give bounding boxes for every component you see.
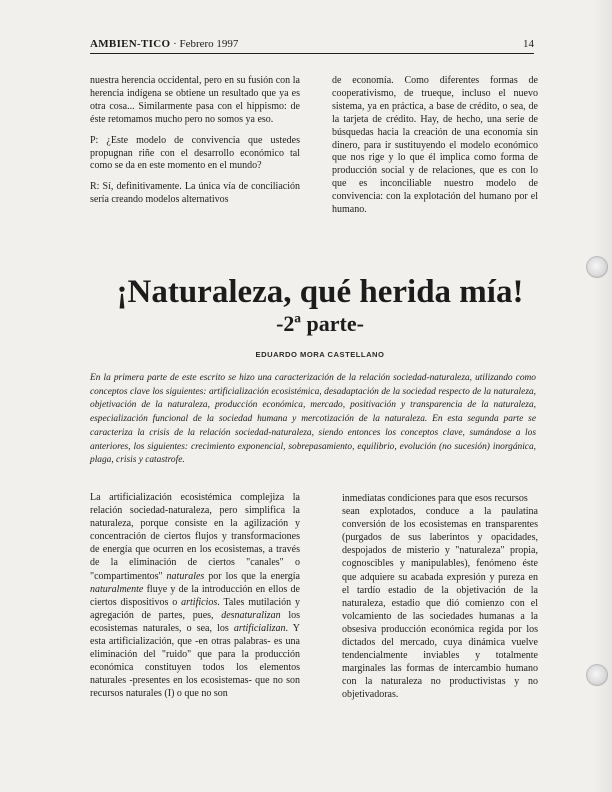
running-header [90, 38, 534, 54]
interview-paragraph: de economía. Como diferentes formas de cooperativismo, de trueque, incluso el nuevo sistema, ya en práctica, a base de crédito, o sea, de la tarjeta de crédito. Hay, de hecho, una serie de búsquedas hacia la creación de una economía sin dinero, para ir sustituyendo el modelo económico que nos rige y lo que él implica como forma de producción social y de relaciones, que es con lo que es inconciliable nuestro modelo de convivencia: con la explotación del humano por el humano. [332, 75, 538, 216]
journal-name: AMBIEN-TICO [90, 38, 171, 50]
body-text: fluye y de la introducción en ellos de ciertos dispositivos o [90, 583, 300, 608]
body-line: inmediatas condiciones para que esos recursos [342, 493, 528, 504]
body-emphasis: naturales [166, 570, 205, 582]
body-paragraph: sean explotados, conduce a la paulatina conversión de los ecosistemas en transparentes (purgados de sus laberintos y opacidades, despojados de misterio y "naturaleza" propia, cognoscibles y manipulables), fenómeno éste que adquiere su acabada expresión y pureza en el tardío estadio de la objetivación de la naturaleza, estadio que dió comienzo con el volcamiento de las sociedades humanas a la obsesiva producción económica regida por los dictados del mercado, cuya dinámica vuelve tendencialmente inviables y totalmente marginales las formas de intercambio humano con la naturaleza no productivistas y no objetivadoras. [342, 506, 538, 701]
body-emphasis: artificializan [233, 622, 286, 634]
body-emphasis: desnaturalizan [221, 609, 281, 621]
binder-hole-bottom [586, 664, 608, 686]
page-number: 14 [523, 38, 534, 50]
body-text: La artificialización ecosistémica complejiza la relación sociedad-naturaleza, pero simplifica la naturaleza, porque consiste en la agilización y concentración de ciertos flujos y transformaciones de energía que ocurren en los ecosistemas, a través de la eliminación de ciertos "canales" o "compartimentos" [90, 492, 300, 582]
issue-date: · Febrero 1997 [173, 38, 239, 50]
article-column-left [90, 491, 300, 709]
journal-issue [90, 38, 238, 50]
interview-paragraph: nuestra herencia occidental, pero en su fusión con la herencia indígena se obtiene un resultado que ya es otra cosa... Similarmente pasa con el hippismo: de éste retomamos mucho pero no somos ya eso. [90, 75, 300, 125]
body-text: . Y esta artificialización, que -en otras palabras- es una eliminación del "ruido" que para la producción económica constituyen todos los elementos naturales -presentes en los ecosistemas- que no son recursos naturales (I) o que no son [90, 622, 300, 700]
body-text: por los que la energía [204, 570, 300, 582]
interview-question: P: ¿Este modelo de convivencia que ustedes propugnan riñe con el desarrollo económico tal como se da en este momento en el mundo? [90, 134, 300, 172]
interview-answer: R: Sí, definitivamente. La única vía de conciliación sería creando modelos alternativos [90, 181, 300, 206]
article-abstract: En la primera parte de este escrito se hizo una caracterización de la relación sociedad-naturaleza, utilizando como conceptos clave los siguientes: artificialización ecosistémica, desadaptación de la sociedad respecto de la naturaleza, objetivación de la naturaleza, producción económica, mercado, positivación y transparencia de la naturaleza, especialización funcional de la sociedad humana y mercotización de la naturaleza. En esta segunda parte se caracteriza la crisis de la relación sociedad-naturaleza, siendo entonces los conceptos clave, sumándose a los anteriores, los siguientes: crecimiento exponencial, sobrepasamiento, equilibrio, evolución (no sucesión) inorgánica, plaga, crisis y catastrofe. [90, 373, 536, 466]
article-author: EDUARDO MORA CASTELLANO [255, 350, 385, 359]
article-subtitle: -2ª parte- [276, 311, 364, 336]
body-emphasis: naturalmente [90, 583, 144, 595]
body-emphasis: artificios [181, 596, 218, 608]
interview-column-left [90, 75, 300, 215]
article-title: ¡Naturaleza, qué herida mía! [116, 274, 524, 310]
binder-hole-top [586, 256, 608, 278]
body-text: los ecosistemas naturales, o sea, los [90, 609, 300, 634]
body-text: . Tales mutilación y agregación de partes, pues, [90, 596, 300, 621]
body-paragraph [90, 491, 300, 701]
article-column-right [330, 492, 538, 702]
interview-column-right [332, 75, 538, 225]
